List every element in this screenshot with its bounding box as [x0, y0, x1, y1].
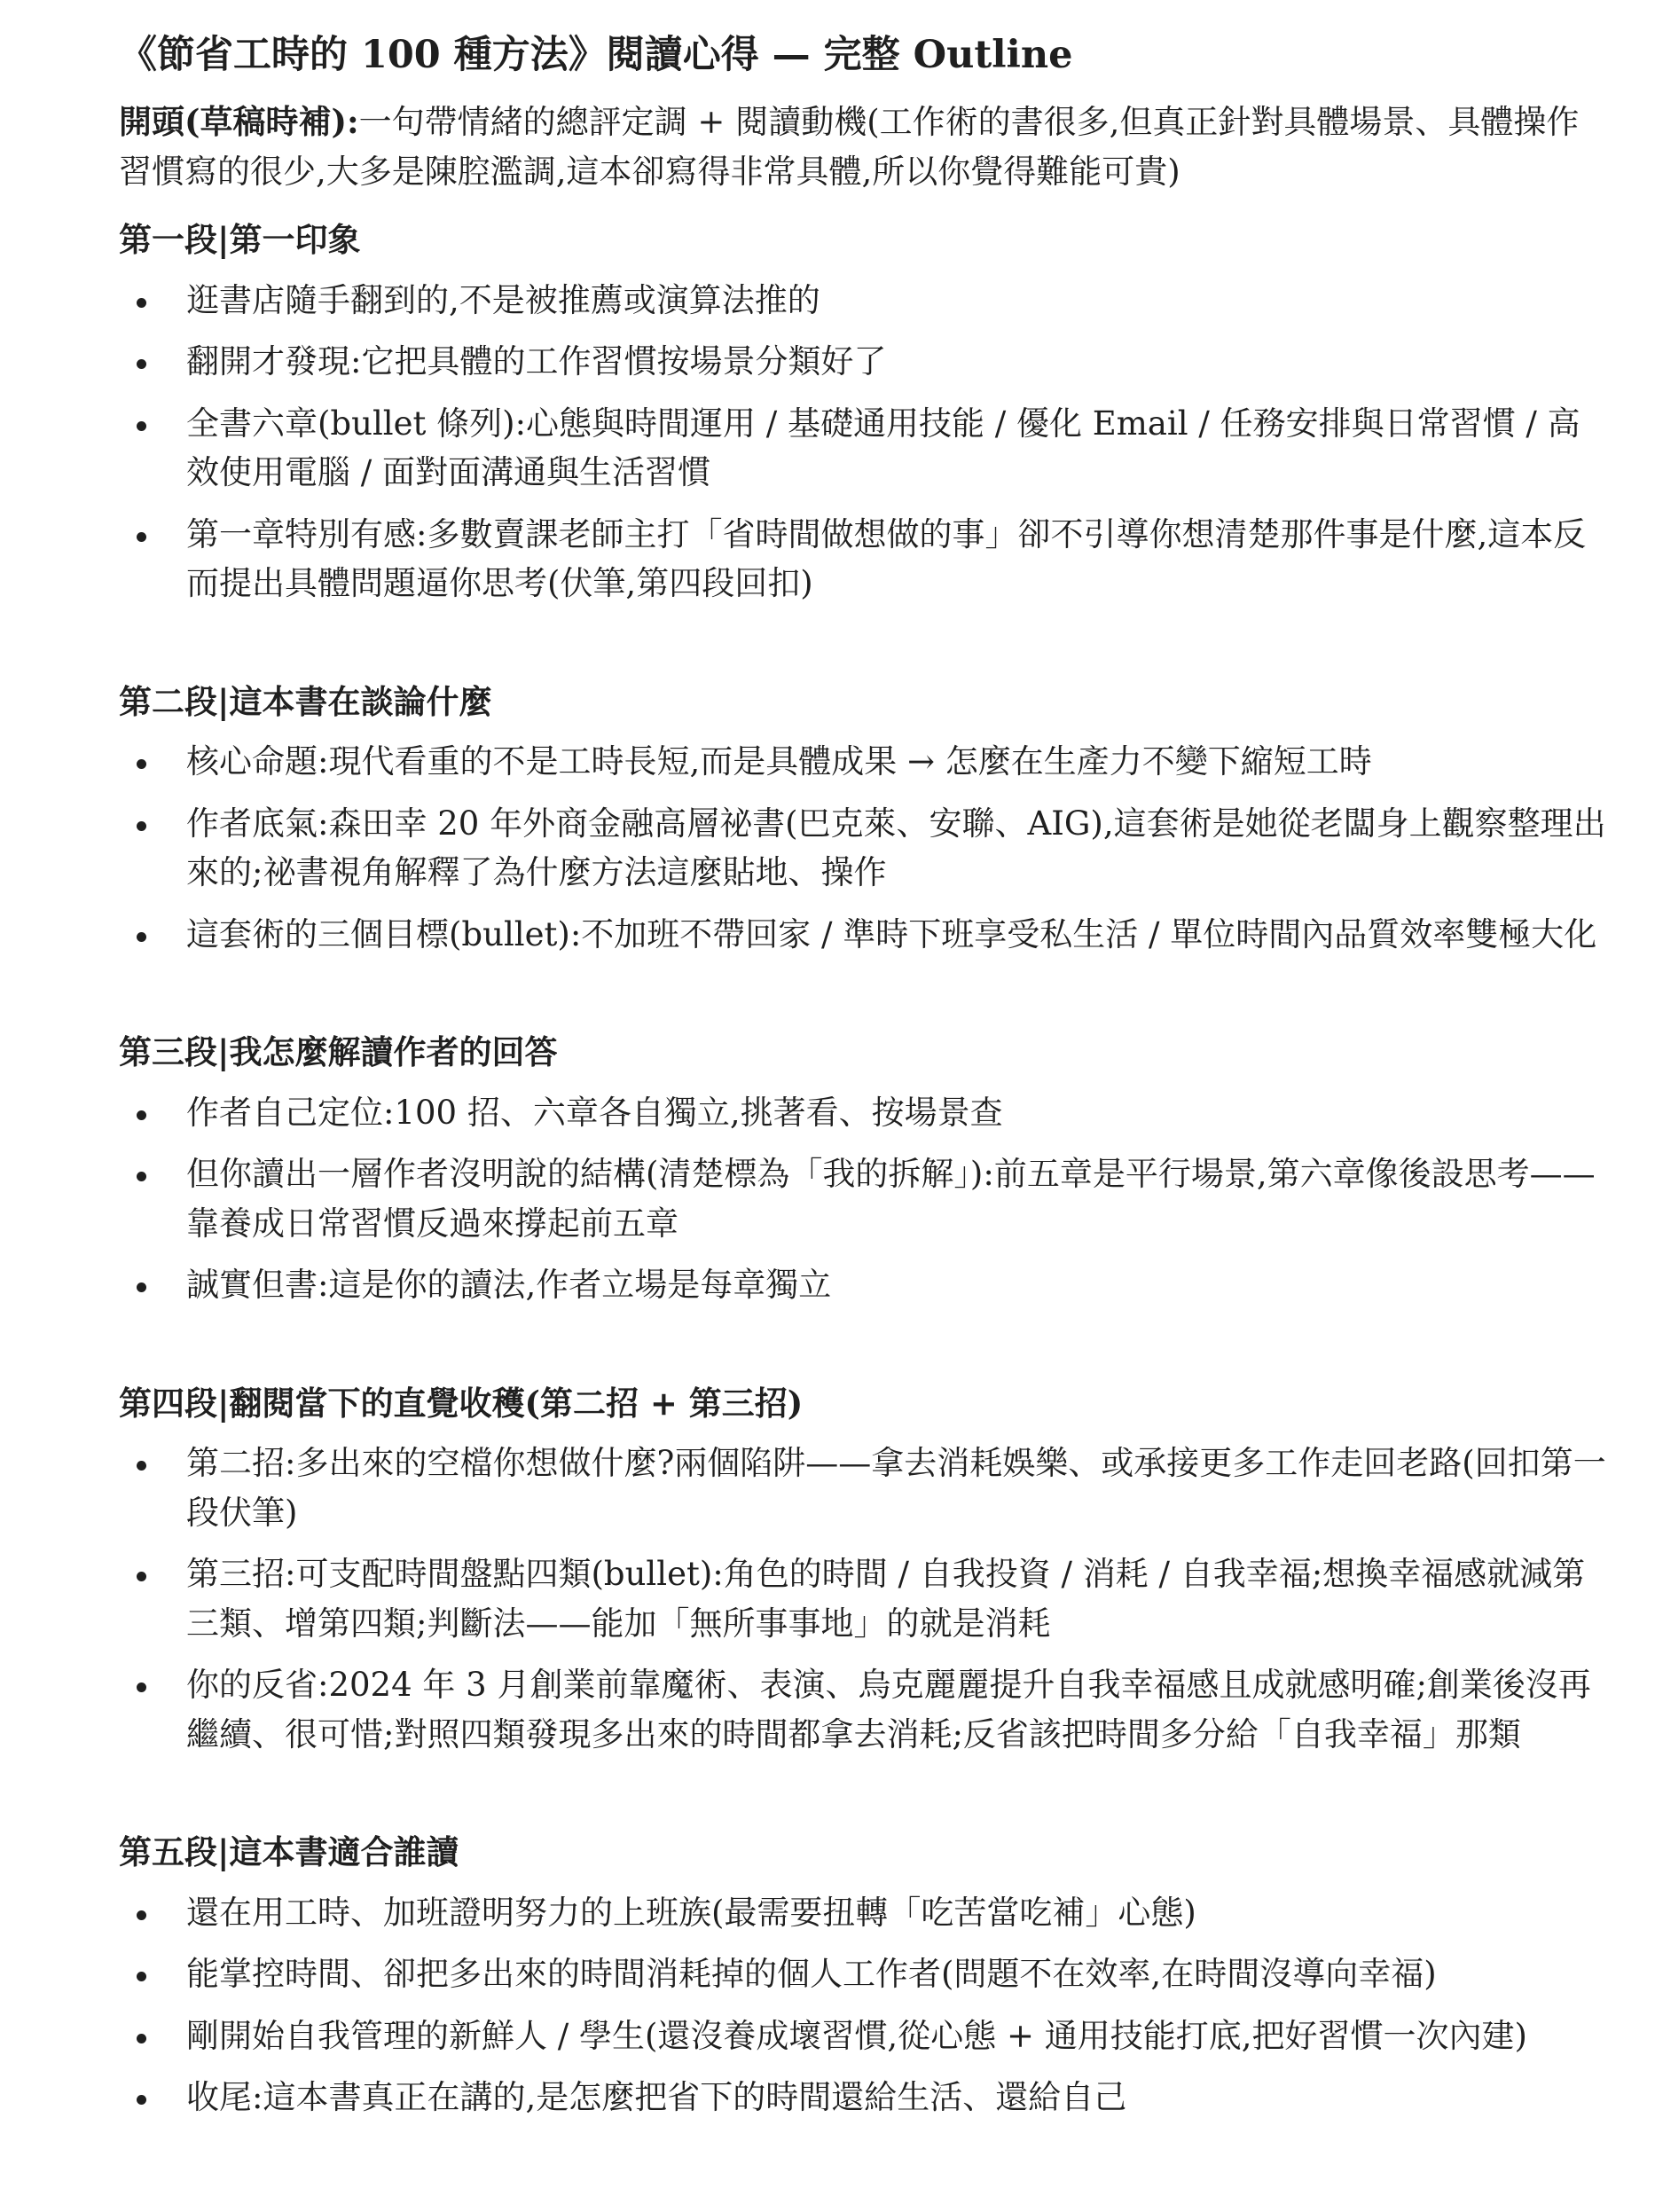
bullet-dot-icon [137, 298, 146, 308]
intro-paragraph [119, 98, 1609, 196]
list-item [119, 2012, 1609, 2061]
list-item-text: 全書六章(bullet 條列):心態與時間運用 / 基礎通用技能 / 優化 Email / 任務安排與日常習慣 / 高效使用電腦 / 面對面溝通與生活習慣 [186, 404, 1580, 492]
bullet-dot-icon [137, 1461, 146, 1471]
intro-text: 一句帶情緒的總評定調 + 閱讀動機(工作術的書很多,但真正針對具體場景、具體操作習慣寫的很少,大多是陳腔濫調,這本卻寫得非常具體,所以你覺得難能可貴) [119, 103, 1580, 191]
list-item-text: 逛書店隨手翻到的,不是被推薦或演算法推的 [186, 280, 820, 319]
list-item [119, 1949, 1609, 1999]
bullet-dot-icon [137, 1110, 146, 1120]
bullet-dot-icon [137, 1572, 146, 1581]
list-item [119, 1260, 1609, 1310]
bullet-dot-icon [137, 359, 146, 369]
section-heading: 第四段|翻閱當下的直覺收穫(第二招 + 第三招) [119, 1383, 804, 1423]
list-item [119, 2073, 1609, 2122]
section-spacer [119, 621, 1609, 655]
section-spacer [119, 971, 1609, 1005]
intro-label: 開頭(草稿時補): [119, 102, 359, 142]
bullet-list [119, 737, 1609, 959]
list-item [119, 1660, 1609, 1759]
bullet-dot-icon [137, 532, 146, 542]
list-item-text: 核心命題:現代看重的不是工時長短,而是具體成果 → 怎麼在生產力不變下縮短工時 [186, 742, 1372, 781]
bullet-list [119, 1088, 1609, 1310]
section-heading: 第一段|第一印象 [119, 220, 361, 260]
section-spacer [119, 1322, 1609, 1356]
bullet-list [119, 1439, 1609, 1759]
section-heading: 第五段|這本書適合誰讀 [119, 1832, 459, 1872]
section-spacer [119, 1771, 1609, 1805]
list-item-text: 但你讀出一層作者沒明說的結構(清楚標為「我的拆解」):前五章是平行場景,第六章像後設思考——靠養成日常習慣反過來撐起前五章 [186, 1155, 1596, 1243]
list-item [119, 399, 1609, 498]
list-item [119, 737, 1609, 787]
bullet-dot-icon [137, 1282, 146, 1292]
list-item-text: 第三招:可支配時間盤點四類(bullet):角色的時間 / 自我投資 / 消耗 / 自我幸福;想換幸福感就減第三類、增第四類;判斷法——能加「無所事事地」的就是消耗 [186, 1555, 1586, 1643]
bullet-list [119, 1888, 1609, 2122]
list-item [119, 510, 1609, 608]
list-item-text: 收尾:這本書真正在講的,是怎麼把省下的時間還給生活、還給自己 [186, 2078, 1127, 2117]
list-item-text: 作者底氣:森田幸 20 年外商金融高層祕書(巴克萊、安聯、AIG),這套術是她從老闆身上觀察整理出來的;祕書視角解釋了為什麼方法這麼貼地、操作 [186, 804, 1606, 892]
bullet-dot-icon [137, 1910, 146, 1920]
bullet-dot-icon [137, 1172, 146, 1181]
list-item-text: 剛開始自我管理的新鮮人 / 學生(還沒養成壞習慣,從心態 + 通用技能打底,把好習慣一次內建) [186, 2016, 1527, 2055]
section-heading: 第三段|我怎麼解讀作者的回答 [119, 1032, 558, 1072]
bullet-dot-icon [137, 821, 146, 831]
document-title: 《節省工時的 100 種方法》閱讀心得 — 完整 Outline [119, 33, 1073, 77]
bullet-dot-icon [137, 759, 146, 769]
list-item [119, 337, 1609, 387]
list-item-text: 還在用工時、加班證明努力的上班族(最需要扭轉「吃苦當吃補」心態) [186, 1893, 1196, 1932]
list-item [119, 276, 1609, 326]
bullet-dot-icon [137, 421, 146, 431]
list-item [119, 1549, 1609, 1648]
sections-container [119, 216, 1609, 2122]
list-item-text: 第一章特別有感:多數賣課老師主打「省時間做想做的事」卻不引導你想清楚那件事是什麼,這本反而提出具體問題逼你思考(伏筆,第四段回扣) [186, 514, 1587, 603]
bullet-dot-icon [137, 1683, 146, 1692]
bullet-dot-icon [137, 1972, 146, 1981]
list-item [119, 910, 1609, 960]
list-item-text: 作者自己定位:100 招、六章各自獨立,挑著看、按場景查 [186, 1093, 1003, 1132]
list-item-text: 翻開才發現:它把具體的工作習慣按場景分類好了 [186, 342, 887, 381]
section-heading: 第二段|這本書在談論什麼 [119, 681, 492, 721]
list-item [119, 1439, 1609, 1537]
list-item-text: 誠實但書:這是你的讀法,作者立場是每章獨立 [186, 1266, 832, 1305]
bullet-dot-icon [137, 2095, 146, 2105]
list-item-text: 能掌控時間、卻把多出來的時間消耗掉的個人工作者(問題不在效率,在時間沒導向幸福) [186, 1955, 1437, 1994]
list-item [119, 799, 1609, 898]
list-item [119, 1888, 1609, 1938]
bullet-dot-icon [137, 2034, 146, 2043]
list-item [119, 1149, 1609, 1248]
list-item [119, 1088, 1609, 1138]
list-item-text: 這套術的三個目標(bullet):不加班不帶回家 / 準時下班享受私生活 / 單位時間內品質效率雙極大化 [186, 914, 1597, 953]
list-item-text: 你的反省:2024 年 3 月創業前靠魔術、表演、烏克麗麗提升自我幸福感且成就感明確;創業後沒再繼續、很可惜;對照四類發現多出來的時間都拿去消耗;反省該把時間多分給「自我幸福」那類 [186, 1666, 1591, 1753]
bullet-list [119, 276, 1609, 608]
list-item-text: 第二招:多出來的空檔你想做什麼?兩個陷阱——拿去消耗娛樂、或承接更多工作走回老路(回扣第一段伏筆) [186, 1444, 1606, 1532]
bullet-dot-icon [137, 932, 146, 942]
